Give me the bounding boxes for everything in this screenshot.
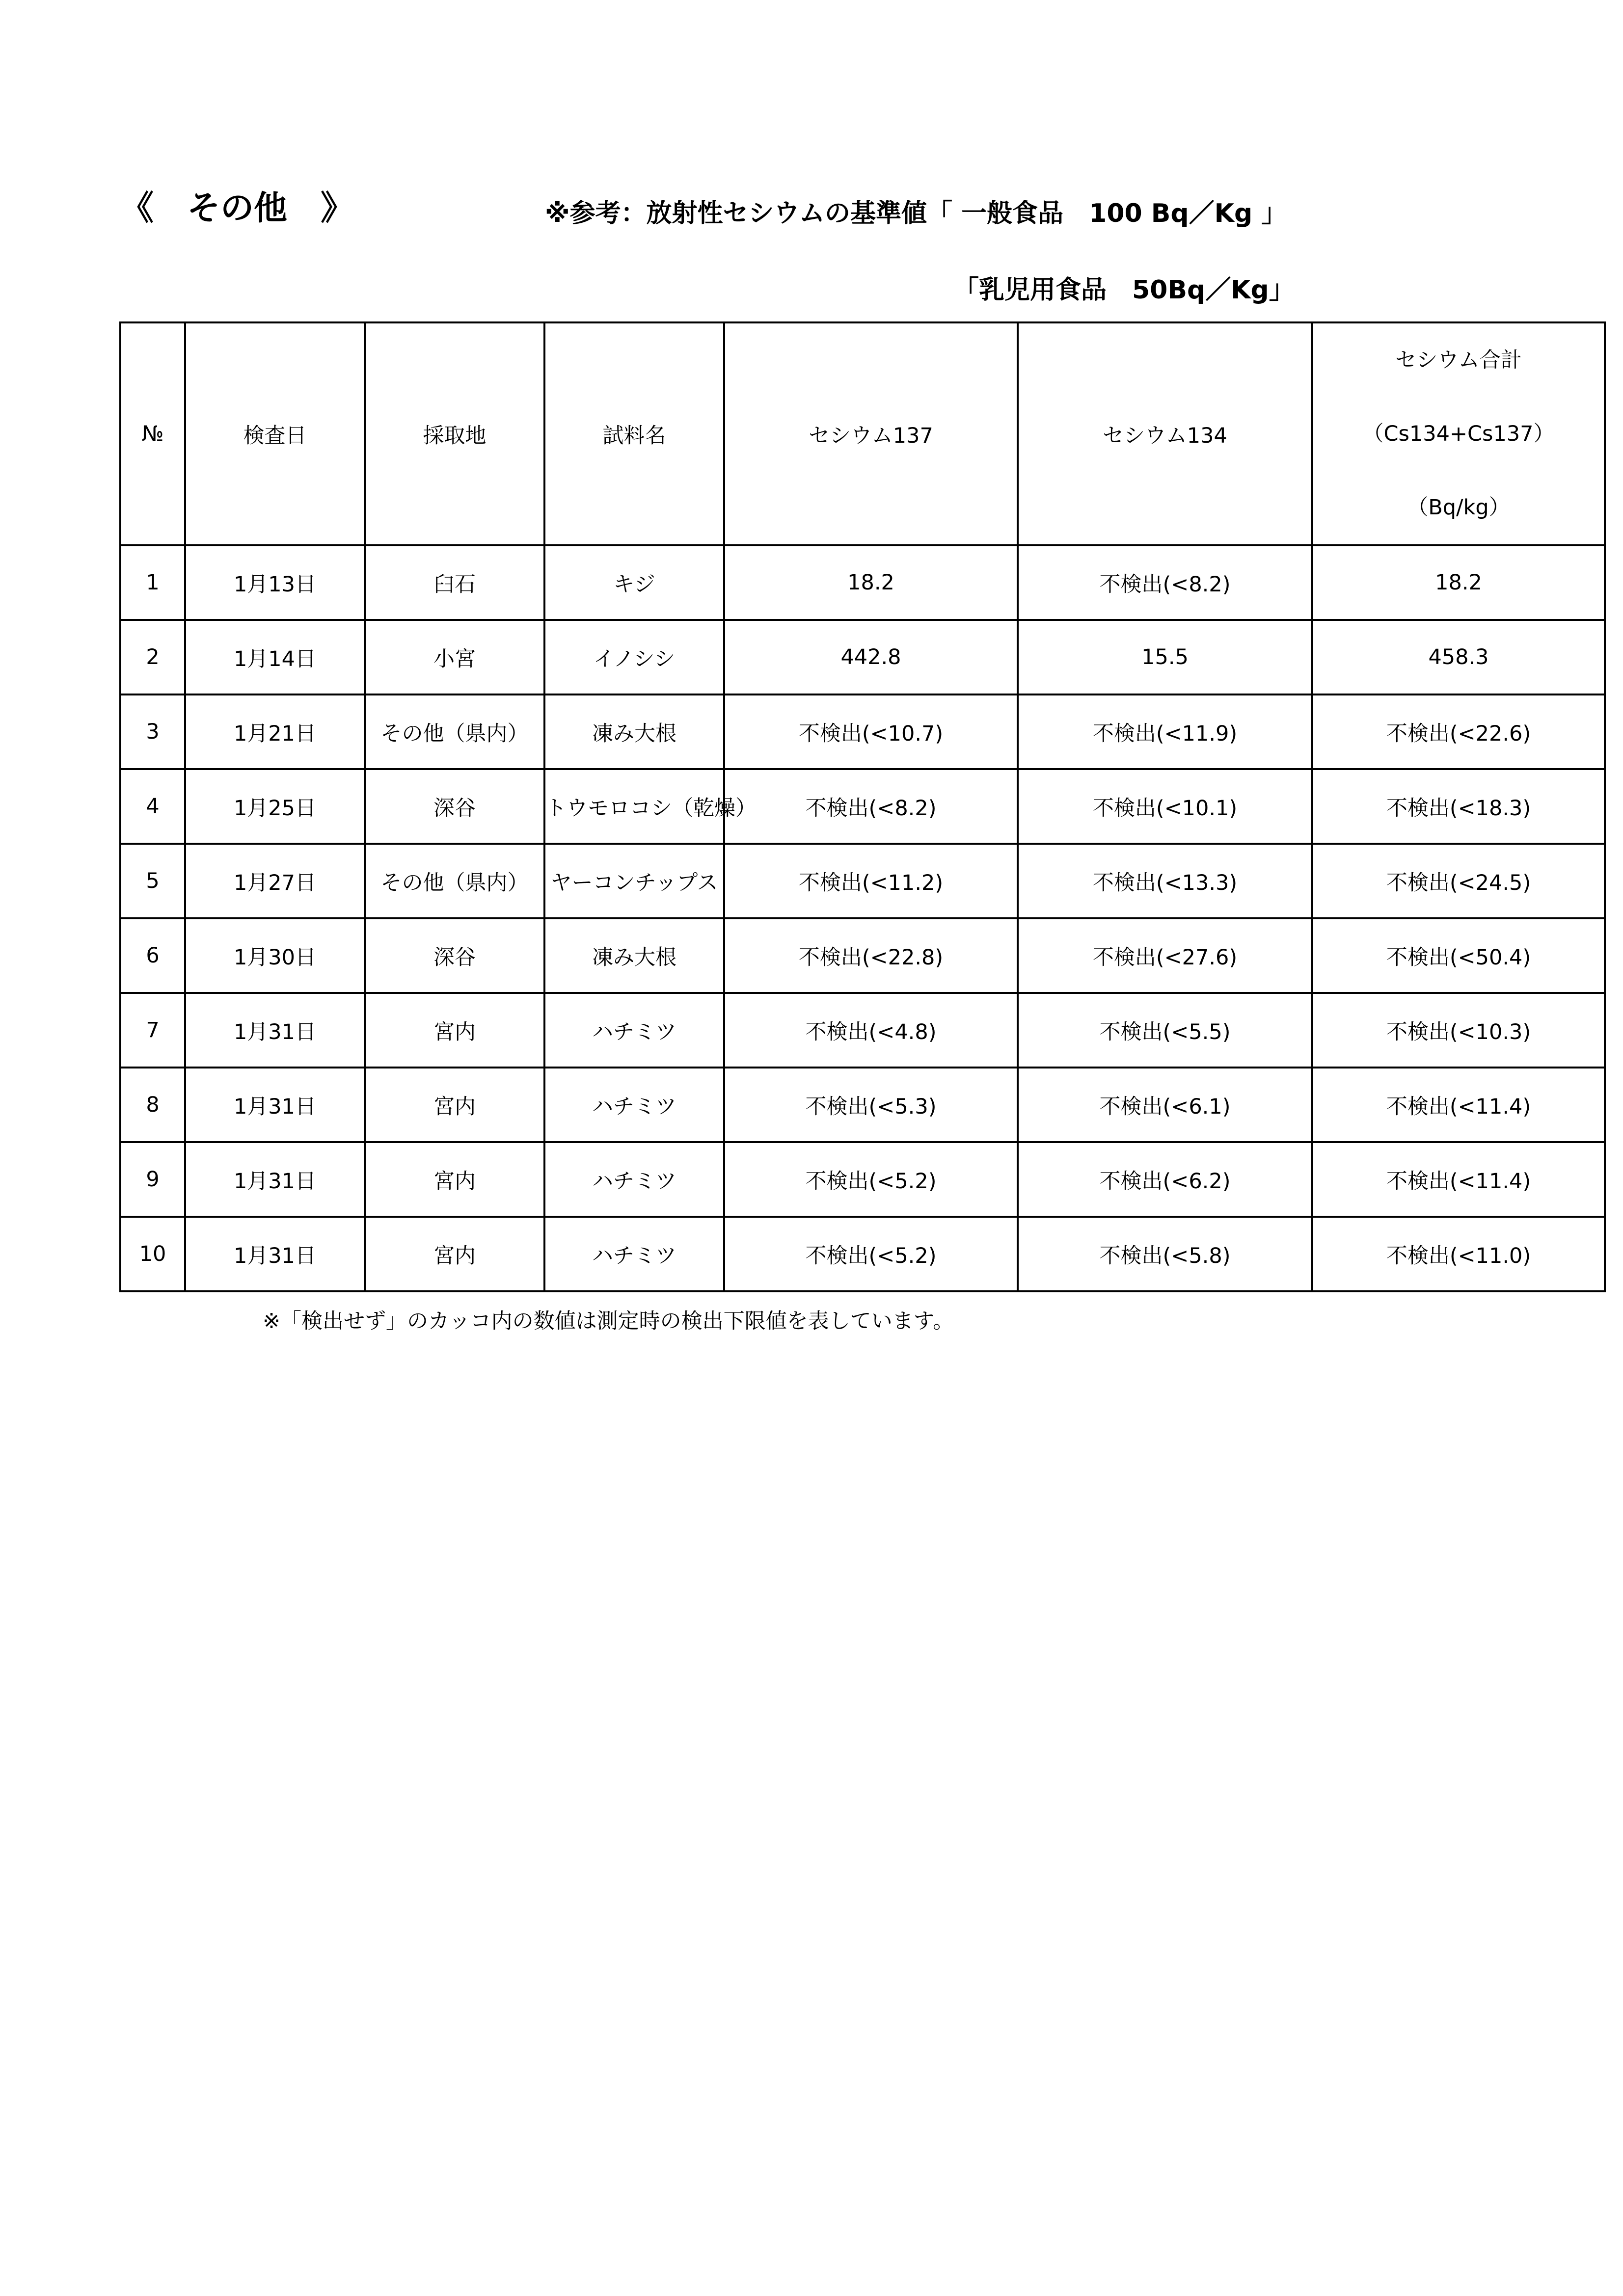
table-row — [120, 620, 1605, 694]
table-row — [120, 844, 1605, 918]
cell-cs137: 不検出(<5.3) — [724, 1068, 1018, 1142]
cell-cs137: 不検出(<5.2) — [724, 1142, 1018, 1217]
cell-cs137: 18.2 — [724, 545, 1018, 620]
table-row — [120, 769, 1605, 844]
col-header-location: 採取地 — [365, 322, 544, 545]
cell-sample: ハチミツ — [544, 993, 724, 1068]
cell-location: 宮内 — [365, 1068, 544, 1142]
cell-date: 1月27日 — [185, 844, 365, 918]
cell-cs137: 不検出(<5.2) — [724, 1217, 1018, 1291]
table-row — [120, 1142, 1605, 1217]
cell-cs137: 不検出(<22.8) — [724, 918, 1018, 993]
cell-cs134: 不検出(<6.1) — [1018, 1068, 1312, 1142]
cell-sample: 凍み大根 — [544, 918, 724, 993]
cell-date: 1月31日 — [185, 1068, 365, 1142]
cell-no: 10 — [120, 1217, 185, 1291]
cell-cs134: 不検出(<5.5) — [1018, 993, 1312, 1068]
cell-no: 7 — [120, 993, 185, 1068]
table-row — [120, 694, 1605, 769]
cell-cs137: 不検出(<11.2) — [724, 844, 1018, 918]
cell-no: 8 — [120, 1068, 185, 1142]
cell-location: その他（県内） — [365, 694, 544, 769]
cell-cs134: 不検出(<10.1) — [1018, 769, 1312, 844]
cell-location: 深谷 — [365, 769, 544, 844]
cell-date: 1月14日 — [185, 620, 365, 694]
cell-sample: トウモロコシ（乾燥） — [544, 769, 724, 844]
cell-cs134: 不検出(<27.6) — [1018, 918, 1312, 993]
cell-total: 458.3 — [1312, 620, 1605, 694]
reference-standard-infant: 「乳児用食品 50Bq／Kg」 — [953, 275, 1295, 305]
cell-date: 1月31日 — [185, 993, 365, 1068]
cell-location: 深谷 — [365, 918, 544, 993]
cell-location: 小宮 — [365, 620, 544, 694]
col-header-total-line2: （Cs134+Cs137） — [1362, 422, 1555, 446]
cell-sample: 凍み大根 — [544, 694, 724, 769]
col-header-total-line1: セシウム合計 — [1395, 348, 1522, 373]
col-header-sample: 試料名 — [544, 322, 724, 545]
cell-total: 不検出(<50.4) — [1312, 918, 1605, 993]
cell-location: 臼石 — [365, 545, 544, 620]
cell-no: 2 — [120, 620, 185, 694]
cell-sample: ハチミツ — [544, 1217, 724, 1291]
table-header-row — [120, 322, 1605, 545]
table-row — [120, 1217, 1605, 1291]
col-header-cs137: セシウム137 — [724, 322, 1018, 545]
cell-cs134: 不検出(<13.3) — [1018, 844, 1312, 918]
cell-location: 宮内 — [365, 993, 544, 1068]
cell-no: 6 — [120, 918, 185, 993]
cell-location: 宮内 — [365, 1142, 544, 1217]
cell-total: 不検出(<11.4) — [1312, 1068, 1605, 1142]
cell-date: 1月13日 — [185, 545, 365, 620]
cell-total: 不検出(<11.0) — [1312, 1217, 1605, 1291]
cell-location: 宮内 — [365, 1217, 544, 1291]
cell-total: 不検出(<22.6) — [1312, 694, 1605, 769]
reference-standard-general: ※参考：放射性セシウムの基準値「 一般食品 100 Bq／Kg 」 — [545, 199, 1287, 228]
cell-location: その他（県内） — [365, 844, 544, 918]
cell-date: 1月31日 — [185, 1142, 365, 1217]
cell-no: 5 — [120, 844, 185, 918]
cell-sample: キジ — [544, 545, 724, 620]
results-table — [119, 321, 1606, 1292]
table-row — [120, 918, 1605, 993]
cell-no: 1 — [120, 545, 185, 620]
page-title: 《 その他 》 — [120, 189, 354, 228]
col-header-date: 検査日 — [185, 322, 365, 545]
cell-cs134: 15.5 — [1018, 620, 1312, 694]
col-header-cs134: セシウム134 — [1018, 322, 1312, 545]
cell-total: 不検出(<24.5) — [1312, 844, 1605, 918]
cell-total: 不検出(<11.4) — [1312, 1142, 1605, 1217]
cell-cs137: 442.8 — [724, 620, 1018, 694]
cell-date: 1月31日 — [185, 1217, 365, 1291]
cell-no: 9 — [120, 1142, 185, 1217]
cell-sample: ハチミツ — [544, 1142, 724, 1217]
cell-date: 1月25日 — [185, 769, 365, 844]
table-row — [120, 993, 1605, 1068]
cell-cs137: 不検出(<8.2) — [724, 769, 1018, 844]
cell-date: 1月30日 — [185, 918, 365, 993]
table-row — [120, 1068, 1605, 1142]
cell-sample: ヤーコンチップス — [544, 844, 724, 918]
cell-sample: ハチミツ — [544, 1068, 724, 1142]
cell-cs134: 不検出(<8.2) — [1018, 545, 1312, 620]
cell-cs134: 不検出(<5.8) — [1018, 1217, 1312, 1291]
cell-total: 不検出(<18.3) — [1312, 769, 1605, 844]
col-header-no: № — [120, 322, 185, 545]
cell-cs137: 不検出(<4.8) — [724, 993, 1018, 1068]
cell-sample: イノシシ — [544, 620, 724, 694]
cell-date: 1月21日 — [185, 694, 365, 769]
col-header-total-line3: （Bq/kg） — [1407, 495, 1510, 520]
cell-total: 不検出(<10.3) — [1312, 993, 1605, 1068]
footnote: ※「検出せず」のカッコ内の数値は測定時の検出下限値を表しています。 — [263, 1309, 954, 1334]
col-header-total — [1312, 322, 1605, 545]
cell-cs137: 不検出(<10.7) — [724, 694, 1018, 769]
cell-no: 4 — [120, 769, 185, 844]
cell-cs134: 不検出(<11.9) — [1018, 694, 1312, 769]
table-row — [120, 545, 1605, 620]
cell-no: 3 — [120, 694, 185, 769]
cell-cs134: 不検出(<6.2) — [1018, 1142, 1312, 1217]
cell-total: 18.2 — [1312, 545, 1605, 620]
